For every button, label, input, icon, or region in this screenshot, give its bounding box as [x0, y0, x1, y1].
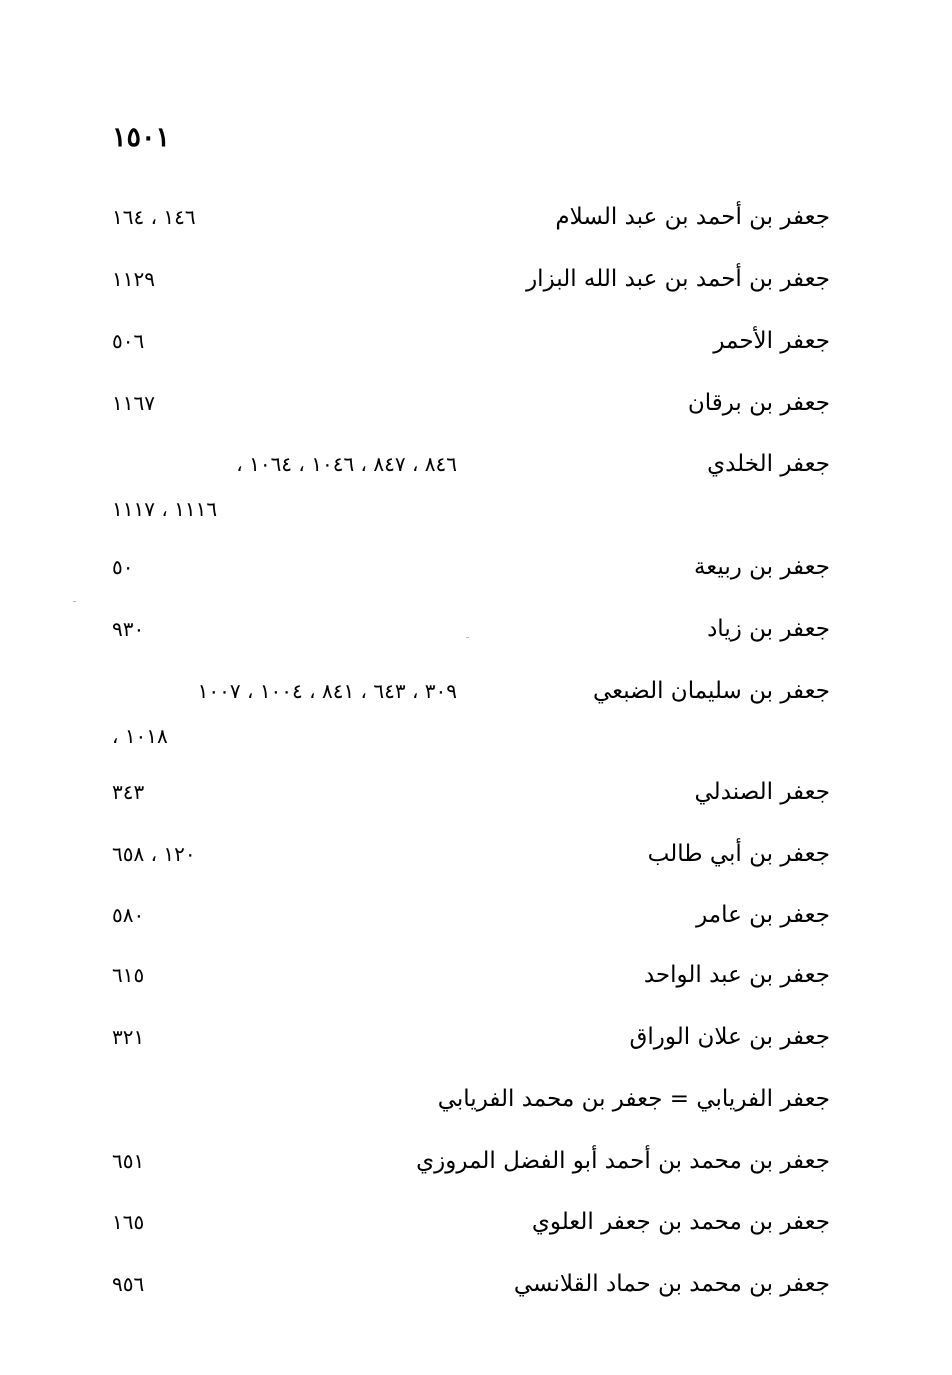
entry-name: جعفر بن برقان — [687, 390, 830, 416]
entry-name: جعفر بن عامر — [696, 902, 830, 928]
entry-pages: ٦١٥ — [112, 963, 145, 987]
entry-pages: ٩٣٠ — [112, 617, 145, 641]
index-entry — [0, 612, 952, 652]
index-entry — [0, 447, 952, 537]
index-entry — [0, 200, 952, 240]
index-entry — [0, 1144, 952, 1184]
entry-name: جعفر الصندلي — [694, 779, 830, 805]
index-entry — [0, 324, 952, 364]
entry-name: جعفر بن سليمان الضبعي — [592, 678, 830, 704]
index-entry — [0, 262, 952, 302]
entry-name: جعفر بن أبي طالب — [647, 841, 830, 867]
entry-pages: ٣٢١ — [112, 1025, 145, 1049]
entry-pages: ٦٥١ — [112, 1149, 145, 1173]
entry-name: جعفر بن محمد بن حماد القلانسي — [513, 1271, 830, 1297]
entry-name: جعفر بن محمد بن أحمد أبو الفضل المروزي — [416, 1148, 830, 1174]
index-entry — [0, 550, 952, 590]
entry-pages: ١٦٥ — [112, 1210, 145, 1234]
entry-pages: ٩٥٦ — [112, 1272, 145, 1296]
entry-name: جعفر الخلدي — [707, 451, 830, 477]
index-entry — [0, 837, 952, 877]
index-entry — [0, 1020, 952, 1060]
index-entry — [0, 386, 952, 426]
entry-name: جعفر بن عبد الواحد — [643, 962, 830, 988]
entry-name: جعفر بن زياد — [707, 616, 830, 642]
index-entry — [0, 775, 952, 815]
scan-speck — [73, 601, 76, 602]
entry-name: جعفر بن أحمد بن عبد الله البزار — [526, 266, 830, 292]
page-number: ١٥٠١ — [112, 122, 171, 153]
entry-pages-line: ٣٠٩ ، ٦٤٣ ، ٨٤١ ، ١٠٠٤ ، ١٠٠٧ — [197, 679, 457, 703]
entry-name: جعفر بن ربيعة — [693, 554, 830, 580]
entry-pages-line: ١١١٦ ، ١١١٧ — [112, 497, 218, 521]
entry-pages: ٥٠٦ — [112, 329, 145, 353]
entry-pages: ٥٠ — [112, 555, 134, 579]
cross-reference: جعفر الفريابي = جعفر بن محمد الفريابي — [437, 1086, 830, 1112]
entry-pages-line: ، ١٠١٨ — [112, 724, 168, 748]
index-entry — [0, 1205, 952, 1245]
index-entry — [0, 1267, 952, 1307]
index-entry — [0, 898, 952, 938]
entry-name: جعفر الأحمر — [713, 328, 830, 354]
entry-pages: ١٤٦ ، ١٦٤ — [112, 205, 196, 229]
index-entry — [0, 674, 952, 764]
entry-pages: ٣٤٣ — [112, 780, 145, 804]
entry-pages: ١١٦٧ — [112, 391, 155, 415]
index-entry-cross-reference — [0, 1082, 952, 1122]
entry-pages: ١١٢٩ — [112, 267, 155, 291]
entry-name: جعفر بن محمد بن جعفر العلوي — [531, 1209, 830, 1235]
entry-pages: ١٢٠ ، ٦٥٨ — [112, 842, 196, 866]
scan-speck — [466, 637, 469, 638]
entry-pages-line: ٨٤٦ ، ٨٤٧ ، ١٠٤٦ ، ١٠٦٤ ، — [236, 452, 457, 476]
entry-name: جعفر بن أحمد بن عبد السلام — [555, 204, 830, 230]
entry-pages — [112, 669, 457, 759]
entry-name: جعفر بن علان الوراق — [629, 1024, 830, 1050]
entry-pages — [112, 442, 457, 532]
index-entry — [0, 958, 952, 998]
entry-pages: ٥٨٠ — [112, 903, 145, 927]
